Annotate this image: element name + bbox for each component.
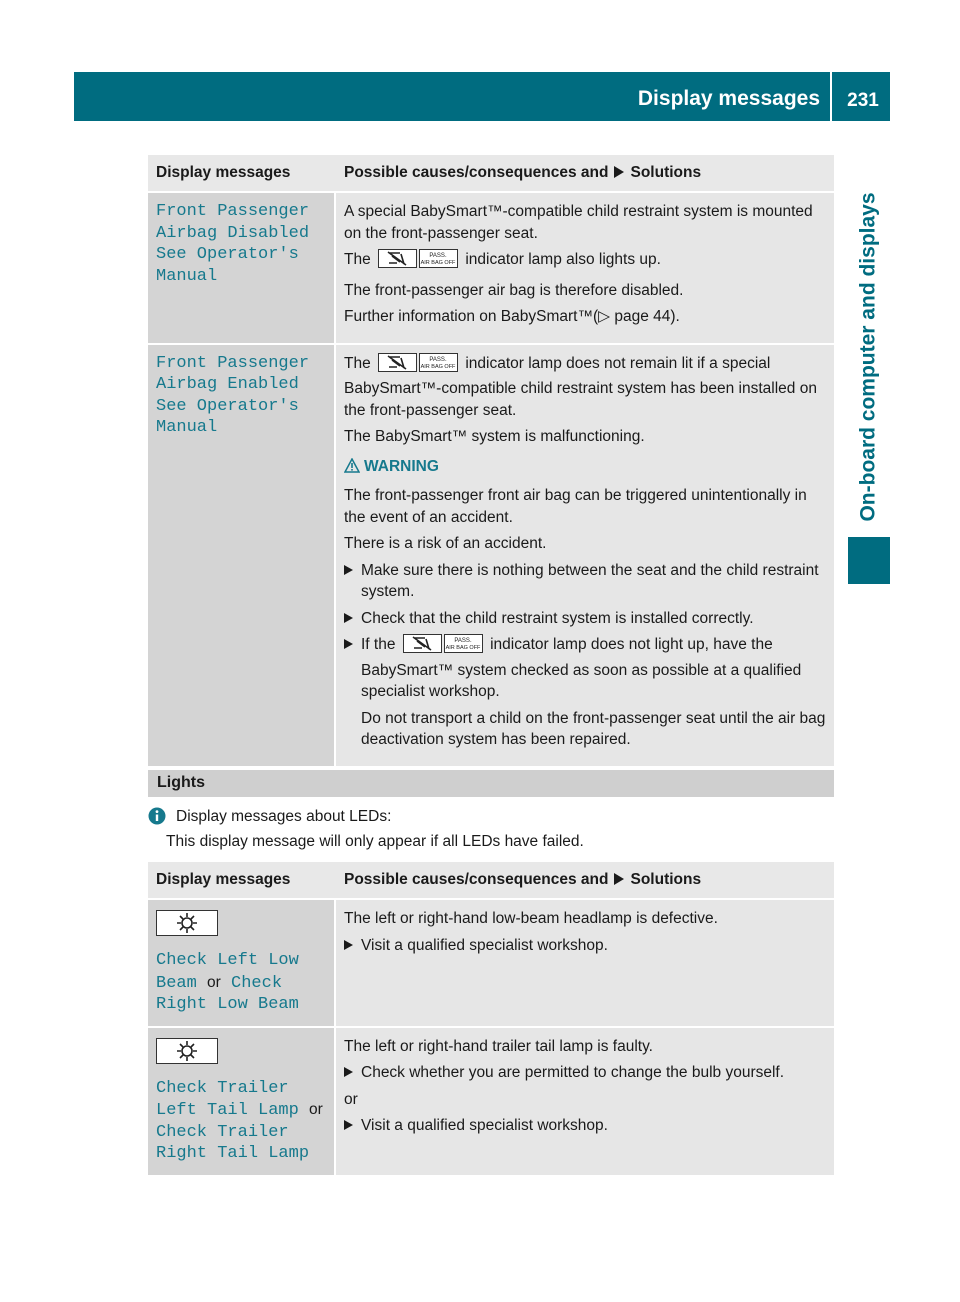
- message-cell: [148, 1027, 335, 1176]
- child-seat-airbag-off-icon: [403, 634, 483, 660]
- col-header-solutions-text: Solutions: [630, 871, 702, 888]
- causes-cell: [335, 899, 834, 1027]
- cause-text: The front-passenger air bag is therefore disabled.: [344, 281, 684, 299]
- warning-text: The front-passenger front air bag can be triggered unintentionally in the event of an accident.: [344, 487, 807, 526]
- instruction-text: Check whether you are permitted to change the bulb yourself.: [361, 1064, 785, 1081]
- message-trailer-right-tail-lamp: Check Trailer Right Tail Lamp: [156, 1122, 310, 1163]
- cause-text: The left or right-hand trailer tail lamp is faulty.: [344, 1037, 653, 1055]
- side-tab-label: On-board computer and displays: [857, 192, 880, 522]
- cause-text: Further information on BabySmart™(▷ page 44).: [344, 308, 680, 325]
- display-messages-table-lights: [148, 862, 834, 1177]
- table-row: [148, 1027, 834, 1176]
- instruction-item: [344, 1115, 828, 1137]
- info-text: Display messages about LEDs:: [176, 808, 392, 825]
- cause-text-with-icon: [344, 249, 828, 275]
- instruction-item: [344, 634, 828, 703]
- table-row: [148, 344, 834, 767]
- svg-text:PASS.: PASS.: [429, 356, 447, 363]
- arrow-icon: [344, 639, 353, 649]
- warning-icon: [344, 458, 360, 473]
- info-icon: [148, 807, 166, 825]
- text-fragment: If the: [361, 636, 396, 653]
- causes-cell: [335, 192, 834, 344]
- instruction-item: [344, 1062, 828, 1084]
- arrow-icon: [344, 1067, 353, 1077]
- arrow-icon: [344, 940, 353, 950]
- cause-text: A special BabySmart™-compatible child restraint system is mounted on the front-passenger seat.: [344, 203, 813, 242]
- cause-text-with-icon: [344, 353, 828, 422]
- arrow-icon: [344, 613, 353, 623]
- instruction-item: [344, 935, 828, 957]
- causes-cell: [335, 1027, 834, 1176]
- svg-text:AIR BAG OFF: AIR BAG OFF: [420, 363, 456, 370]
- table-row: [148, 899, 834, 1027]
- text-fragment: The: [344, 251, 371, 268]
- table-header-row: [148, 155, 834, 192]
- message-cell: [148, 192, 335, 344]
- bulb-warning-icon: [156, 910, 218, 936]
- display-messages-table-airbag: [148, 155, 834, 768]
- side-tab-marker: [848, 537, 890, 584]
- lights-section-bar: [148, 770, 834, 797]
- message-low-beam: [156, 950, 326, 1016]
- cause-text: The BabySmart™ system is malfunctioning.: [344, 428, 645, 445]
- arrow-icon: [344, 565, 353, 575]
- instruction-continuation: Do not transport a child on the front-passenger seat until the air bag deactivation system has been repaired.: [361, 709, 826, 748]
- col-header-causes-text: Possible causes/consequences and: [344, 164, 609, 181]
- causes-cell: [335, 344, 834, 767]
- message-airbag-enabled: Front Passenger Airbag Enabled See Operator's Manual: [156, 353, 310, 437]
- message-left-low-beam: Check Left Low Beam: [156, 951, 299, 993]
- warning-label: WARNING: [364, 457, 439, 475]
- col-header-causes: [335, 862, 834, 899]
- warning-text: There is a risk of an accident.: [344, 535, 547, 552]
- side-tab: [848, 130, 890, 584]
- child-seat-airbag-off-icon: [378, 249, 458, 275]
- child-seat-airbag-off-icon: [378, 353, 458, 379]
- instruction-item: [344, 560, 828, 603]
- instruction-text: Check that the child restraint system is installed correctly.: [361, 609, 754, 627]
- instruction-text: Make sure there is nothing between the seat and the child restraint system.: [361, 561, 819, 600]
- text-fragment: indicator lamp does not remain lit if a special BabySmart™-compatible child restraint system has been installed on the front-passenger seat.: [344, 354, 817, 419]
- page-number: 231: [847, 90, 879, 111]
- arrow-icon: [614, 166, 624, 178]
- instruction-text: Visit a qualified specialist workshop.: [361, 936, 608, 954]
- arrow-icon: [344, 1120, 353, 1130]
- message-trailer-tail-lamp: [156, 1078, 326, 1165]
- table-header-row: [148, 862, 834, 899]
- header-divider: [830, 72, 832, 121]
- or-text: or: [207, 973, 221, 991]
- message-cell: [148, 899, 335, 1027]
- page-title: Display messages: [637, 87, 820, 110]
- arrow-icon: [614, 873, 624, 885]
- message-right-low-beam: Check Right Low Beam: [156, 973, 299, 1014]
- instruction-item: [344, 608, 828, 630]
- or-text: or: [309, 1101, 323, 1118]
- svg-text:AIR BAG OFF: AIR BAG OFF: [445, 645, 481, 651]
- message-cell: [148, 344, 335, 767]
- col-header-messages: Display messages: [148, 155, 335, 192]
- col-header-messages: Display messages: [148, 862, 335, 899]
- warning-heading: [344, 456, 828, 478]
- bulb-warning-icon: [156, 1038, 218, 1064]
- table-row: [148, 192, 834, 344]
- instruction-text: Visit a qualified specialist workshop.: [361, 1117, 608, 1134]
- svg-text:PASS.: PASS.: [429, 253, 447, 259]
- text-fragment: The: [344, 354, 371, 372]
- or-text: or: [344, 1090, 358, 1108]
- info-text: This display message will only appear if all LEDs have failed.: [166, 833, 584, 850]
- message-trailer-left-tail-lamp: Check Trailer Left Tail Lamp: [156, 1078, 299, 1120]
- text-fragment: indicator lamp also lights up.: [465, 251, 661, 268]
- svg-text:PASS.: PASS.: [454, 638, 472, 644]
- message-airbag-disabled: Front Passenger Airbag Disabled See Operator's Manual: [156, 202, 310, 286]
- col-header-causes: [335, 155, 834, 192]
- text-fragment: indicator lamp does not light up, have the BabySmart™ system checked as soon as possible at a qualified specialist workshop.: [361, 636, 802, 700]
- lights-section-title: Lights: [157, 774, 205, 791]
- svg-text:AIR BAG OFF: AIR BAG OFF: [420, 260, 456, 266]
- cause-text: The left or right-hand low-beam headlamp is defective.: [344, 910, 718, 927]
- col-header-causes-text: Possible causes/consequences and: [344, 871, 609, 888]
- col-header-solutions-text: Solutions: [630, 164, 702, 181]
